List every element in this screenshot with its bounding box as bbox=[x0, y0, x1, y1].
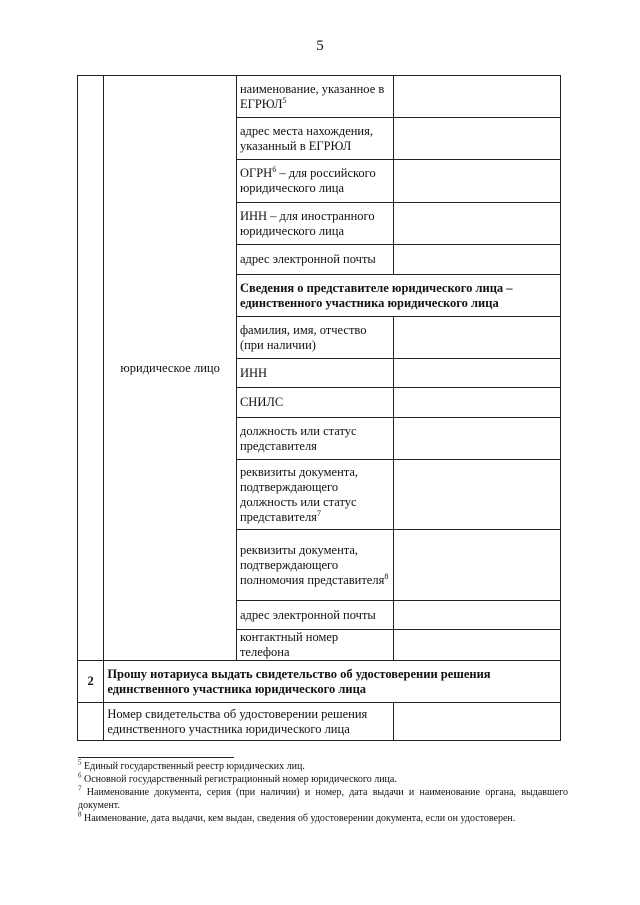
value-cell[interactable] bbox=[393, 388, 560, 418]
row-number-cell bbox=[78, 703, 104, 741]
entity-type-cell: юридическое лицо bbox=[104, 76, 237, 661]
field-label: контактный номер телефона bbox=[236, 630, 393, 661]
row-number-cell bbox=[78, 76, 104, 661]
footnote: $^8$ Наименование, дата выдачи, кем выдан, сведения об удостоверении документа, если он удостоверен. bbox=[78, 810, 516, 824]
table-row bbox=[78, 703, 561, 741]
value-cell[interactable] bbox=[393, 203, 560, 245]
section-number: 2 bbox=[78, 661, 104, 703]
field-label: адрес места нахождения, указанный в ЕГРЮЛ bbox=[236, 118, 393, 160]
field-label: адрес электронной почты bbox=[236, 601, 393, 630]
field-label: ИНН bbox=[236, 359, 393, 388]
value-cell[interactable] bbox=[393, 703, 560, 741]
field-label: адрес электронной почты bbox=[236, 245, 393, 275]
value-cell[interactable] bbox=[393, 418, 560, 460]
representative-heading: Сведения о представителе юридического лица – единственного участника юридического лица bbox=[236, 275, 560, 317]
footnotes bbox=[78, 760, 568, 825]
field-label: фамилия, имя, отчество (при наличии) bbox=[236, 317, 393, 359]
field-label: наименование, указанное в ЕГРЮЛ$^5$ bbox=[236, 76, 393, 118]
field-label: ОГРН$^6$ – для российского юридического лица bbox=[236, 160, 393, 203]
field-label: СНИЛС bbox=[236, 388, 393, 418]
footnote-divider bbox=[78, 757, 234, 758]
section-heading: Прошу нотариуса выдать свидетельство об удостоверении решения единственного участника юридического лица bbox=[104, 661, 561, 703]
page-number: 5 bbox=[316, 38, 324, 54]
certificate-number-label: Номер свидетельства об удостоверении решения единственного участника юридического лица bbox=[104, 703, 394, 741]
table-row bbox=[78, 661, 561, 703]
field-label: должность или статус представителя bbox=[236, 418, 393, 460]
value-cell[interactable] bbox=[393, 460, 560, 530]
value-cell[interactable] bbox=[393, 630, 560, 661]
application-table bbox=[77, 75, 561, 741]
value-cell[interactable] bbox=[393, 317, 560, 359]
value-cell[interactable] bbox=[393, 76, 560, 118]
field-label: реквизиты документа, подтверждающего должность или статус представителя$^7$ bbox=[236, 460, 393, 530]
footnote: $^6$ Основной государственный регистрационный номер юридического лица. bbox=[78, 771, 397, 785]
value-cell[interactable] bbox=[393, 245, 560, 275]
field-label: ИНН – для иностранного юридического лица bbox=[236, 203, 393, 245]
value-cell[interactable] bbox=[393, 359, 560, 388]
value-cell[interactable] bbox=[393, 530, 560, 601]
table-row bbox=[78, 76, 561, 118]
footnote: $^5$ Единый государственный реестр юридических лиц. bbox=[78, 758, 305, 772]
value-cell[interactable] bbox=[393, 118, 560, 160]
value-cell[interactable] bbox=[393, 601, 560, 630]
value-cell[interactable] bbox=[393, 160, 560, 203]
field-label: реквизиты документа, подтверждающего полномочия представителя$^8$ bbox=[236, 530, 393, 601]
footnote: $^7$ Наименование документа, серия (при наличии) и номер, дата выдачи и наименование органа, выдавшего документ. bbox=[78, 784, 569, 811]
